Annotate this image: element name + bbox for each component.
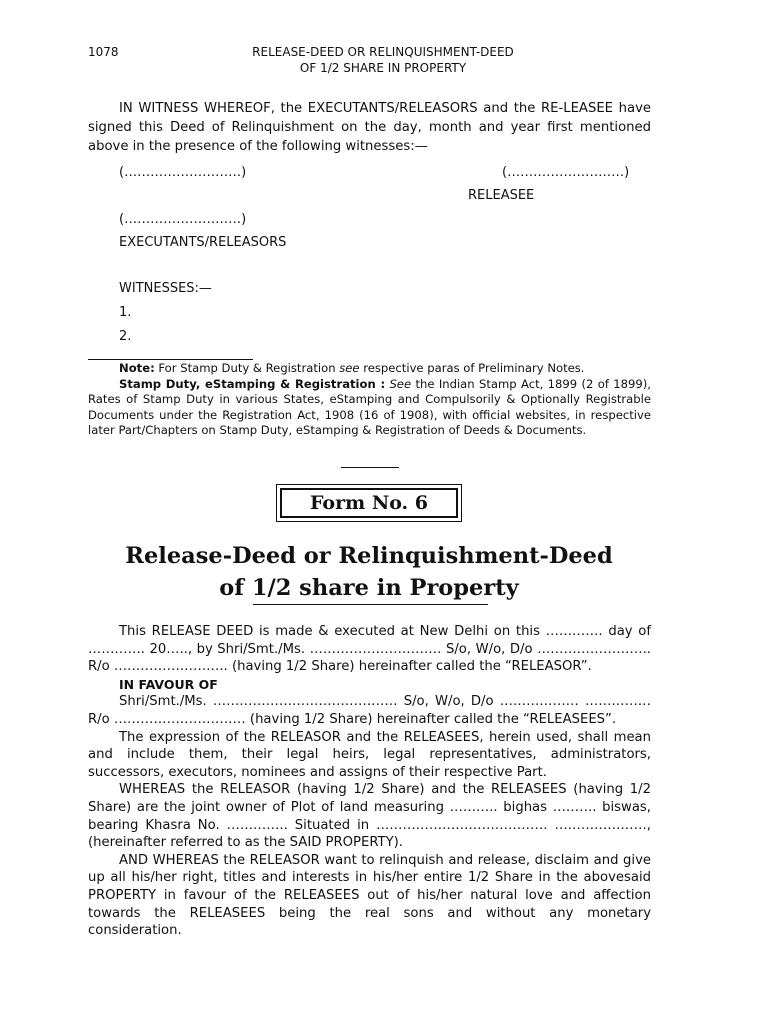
releasee-label: RELEASEE [468,188,535,203]
witness-paragraph: IN WITNESS WHEREOF, the EXECUTANTS/RELEASORS and the RE-LEASEE have signed this Deed of Relinquishment on the day, month and year first mentioned above in the presence of the following witnesses:— [88,101,651,154]
deed-body [88,623,651,940]
deed-heading-line1: Release-Deed or Relinquishment-Deed [125,543,613,569]
notes-block [88,361,651,439]
executant2-signature-blank: (………………………) [119,212,247,227]
deed-heading-line2: of 1/2 share in Property [219,575,519,601]
form-number-box: Form No. 6 [280,488,458,518]
header-title-line2: OF 1/2 SHARE IN PROPERTY [299,61,467,75]
executants-label: EXECUTANTS/RELEASORS [119,235,287,250]
deed-paragraph-3: The expression of the RELEASOR and the RELEASEES, herein used, shall mean and include them, their legal heirs, legal representatives, administrators, successors, executors, nominees and assigns of their respective Part. [88,729,651,780]
executant-signature-blank: (………………………) [119,165,247,180]
in-favour-of: IN FAVOUR OF [119,676,218,692]
deed-paragraph-2: Shri/Smt./Ms. …………………………………… S/o, W/o, D/o ……………… …………… R/o ………………………… (having 1/2 Share) hereinafter called the “RELEASEES”. [88,694,651,727]
header-title-line1: RELEASE-DEED OR RELINQUISHMENT-DEED [252,45,514,59]
note-line: Note: For Stamp Duty & Registration see respective paras of Preliminary Notes. [119,361,585,375]
witnesses-label: WITNESSES:— [119,281,212,296]
section-divider [341,467,399,468]
notes-divider [88,359,253,360]
releasee-signature-blank: (………………………) [502,165,630,180]
running-header [88,44,668,76]
witness-1: 1. [119,305,132,320]
stamp-duty-note: Stamp Duty, eStamping & Registration : See the Indian Stamp Act, 1899 (2 of 1899), Rates of Stamp Duty in various States, eStamping and Compulsorily & Optionally Registrable Documents under the Registration Act, 1908 (16 of 1908), with official websites, in respective later Part/Chapters on Stamp Duty, eStamping & Registration of Deeds & Documents. [88,376,651,438]
witness-2: 2. [119,329,132,344]
deed-paragraph-5: AND WHEREAS the RELEASOR want to relinquish and release, disclaim and give up all his/her right, titles and interests in his/her entire 1/2 Share in the abovesaid PROPERTY in favour of the RELEASEES out of his/her natural love and affection towards the RELEASEES being the real sons and without any monetary consideration. [88,852,651,939]
heading-underline [253,604,488,605]
deed-paragraph-1: This RELEASE DEED is made & executed at New Delhi on this …………. day of …………. 20….., by Shri/Smt./Ms. ………………………… S/o, W/o, D/o …………………….. R/o …………………….. (having 1/2 Share) hereinafter called the “RELEASOR”. [88,624,651,675]
page-number: 1078 [88,45,119,59]
deed-paragraph-4: WHEREAS the RELEASOR (having 1/2 Share) and the RELEASEES (having 1/2 Share) are the joint owner of Plot of land measuring ……….. bighas ………. biswas, bearing Khasra No. ………….. Situated in ………………………………… …………………, (hereinafter referred to as the SAID PROPERTY). [88,782,651,851]
